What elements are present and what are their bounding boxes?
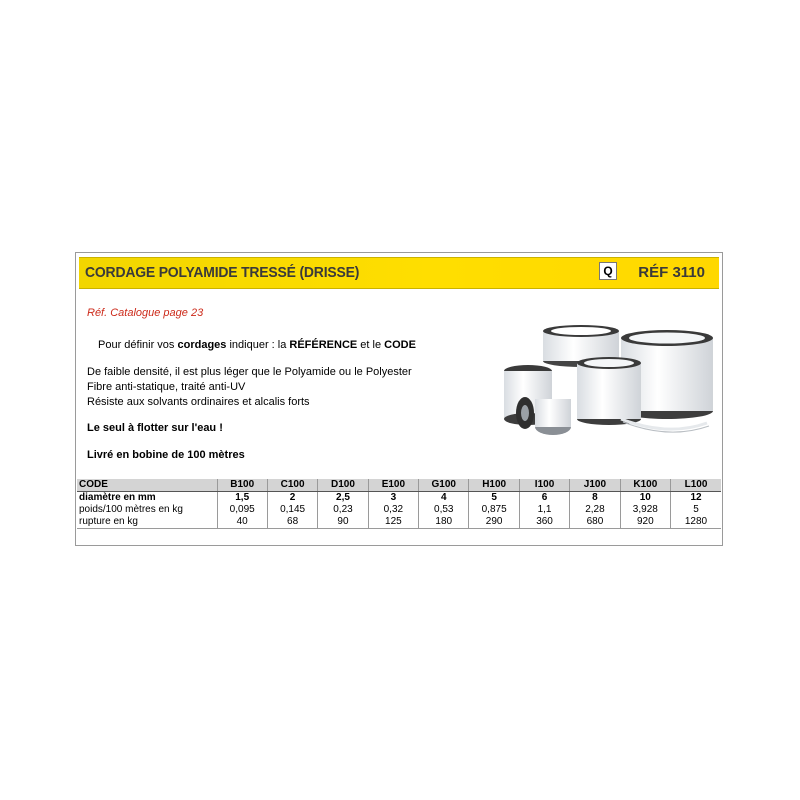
product-card (75, 252, 723, 546)
row-label: poids/100 mètres en kg (79, 504, 183, 515)
title-banner (79, 257, 719, 289)
table-cell: 680 (570, 516, 620, 529)
table-cell: 68 (267, 516, 317, 529)
table-cell: 0,875 (469, 504, 519, 516)
row-label: rupture en kg (77, 516, 217, 529)
q-badge[interactable]: Q (599, 262, 617, 280)
table-cell: 5 (469, 492, 519, 505)
table-cell: 125 (368, 516, 418, 529)
product-description (87, 365, 412, 410)
table-cell: 3 (368, 492, 418, 505)
code-header: I100 (519, 479, 569, 492)
define-text-6: CODE (384, 339, 416, 351)
define-instruction (98, 339, 416, 351)
table-cell: 3,928 (620, 504, 670, 516)
spec-table (77, 479, 721, 529)
product-title: CORDAGE POLYAMIDE TRESSÉ (DRISSE) (85, 264, 360, 281)
code-header: L100 (671, 479, 721, 492)
table-cell: 5 (671, 504, 721, 516)
table-cell: 0,32 (368, 504, 418, 516)
table-cell: 90 (318, 516, 368, 529)
table-header-label: CODE (77, 479, 217, 492)
row-label: diamètre en mm (79, 492, 156, 503)
define-text-4: RÉFÉRENCE (289, 339, 358, 351)
table-cell: 180 (419, 516, 469, 529)
code-header: G100 (419, 479, 469, 492)
code-header: H100 (469, 479, 519, 492)
code-header: J100 (570, 479, 620, 492)
table-cell: 0,095 (217, 504, 267, 516)
code-header: E100 (368, 479, 418, 492)
table-cell: 290 (469, 516, 519, 529)
description-line: Résiste aux solvants ordinaires et alcalis forts (87, 396, 310, 408)
define-text-2: cordages (177, 339, 227, 351)
table-cell: 8 (570, 492, 620, 505)
table-cell: 0,53 (419, 504, 469, 516)
table-cell: 40 (217, 516, 267, 529)
code-header: K100 (620, 479, 670, 492)
table-row-weight (77, 504, 721, 516)
code-header: C100 (267, 479, 317, 492)
bobine-note: Livré en bobine de 100 mètres (87, 449, 245, 461)
table-header-row (77, 479, 721, 492)
table-cell: 1,5 (217, 492, 267, 505)
table-cell: 4 (419, 492, 469, 505)
table-cell: 10 (620, 492, 670, 505)
table-cell: 6 (519, 492, 569, 505)
table-cell: 12 (671, 492, 721, 505)
define-text-1: Pour définir vos (98, 339, 178, 351)
table-cell: 360 (519, 516, 569, 529)
table-cell: 1280 (671, 516, 721, 529)
table-cell: 2 (267, 492, 317, 505)
table-cell: 920 (620, 516, 670, 529)
rope-spools-image (493, 319, 718, 444)
table-row-diameter (77, 492, 721, 505)
table-cell: 1,1 (519, 504, 569, 516)
code-header: B100 (217, 479, 267, 492)
table-cell: 0,145 (267, 504, 317, 516)
description-line: Fibre anti-statique, traité anti-UV (87, 381, 246, 393)
description-line: De faible densité, il est plus léger que le Polyamide ou le Polyester (87, 366, 412, 378)
code-header: D100 (318, 479, 368, 492)
table-cell: 0,23 (318, 504, 368, 516)
define-text-3: indiquer : la (226, 339, 290, 351)
product-reference: RÉF 3110 (638, 264, 705, 281)
table-cell: 2,5 (318, 492, 368, 505)
float-note: Le seul à flotter sur l'eau ! (87, 422, 223, 434)
define-text-5: et le (357, 339, 385, 351)
catalogue-link[interactable]: Réf. Catalogue page 23 (87, 307, 204, 319)
table-row-breaking (77, 516, 721, 529)
table-cell: 2,28 (570, 504, 620, 516)
